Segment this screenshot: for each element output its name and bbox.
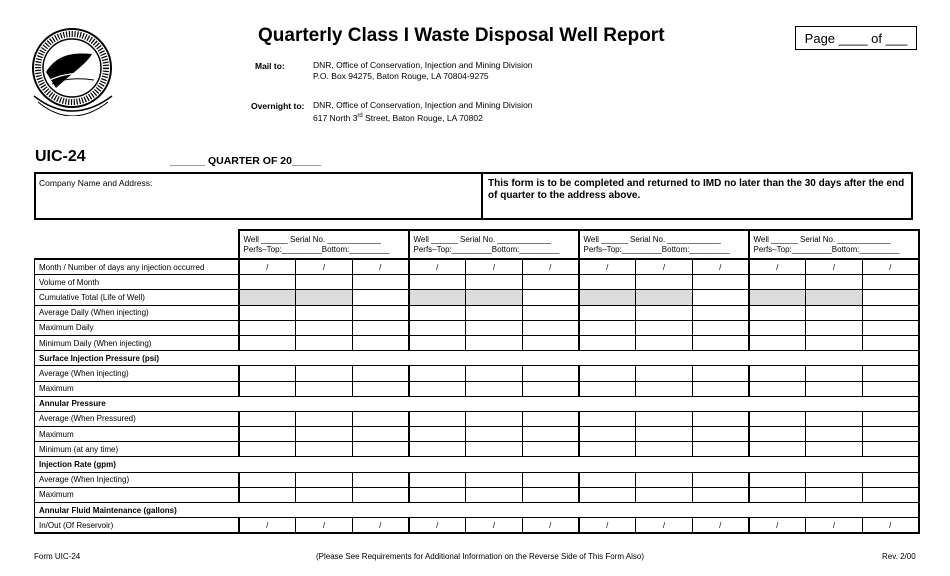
data-cell[interactable]: /	[749, 518, 806, 534]
data-cell[interactable]	[579, 305, 636, 320]
row-label: Average (When Injecting)	[35, 472, 239, 487]
data-cell[interactable]	[579, 335, 636, 350]
data-cell[interactable]	[749, 366, 806, 381]
data-cell[interactable]	[806, 366, 863, 381]
data-cell[interactable]	[353, 290, 409, 305]
data-cell[interactable]	[806, 305, 863, 320]
data-cell[interactable]	[579, 442, 636, 457]
data-cell[interactable]	[466, 442, 523, 457]
data-cell[interactable]: /	[693, 259, 749, 275]
data-cell[interactable]	[523, 275, 579, 290]
data-cell[interactable]	[749, 335, 806, 350]
data-cell[interactable]	[466, 275, 523, 290]
data-cell[interactable]	[636, 427, 693, 442]
data-cell[interactable]	[693, 427, 749, 442]
data-cell[interactable]	[466, 305, 523, 320]
data-cell[interactable]	[579, 290, 636, 305]
data-cell[interactable]	[409, 320, 466, 335]
data-cell[interactable]	[409, 472, 466, 487]
data-cell[interactable]	[353, 472, 409, 487]
table-row	[35, 335, 919, 350]
data-cell[interactable]	[636, 381, 693, 396]
table-row	[35, 411, 919, 426]
data-cell[interactable]	[636, 290, 693, 305]
row-label: In/Out (Of Reservoir)	[35, 518, 239, 534]
table-row	[35, 503, 919, 518]
company-label: Company Name and Address:	[39, 178, 153, 188]
data-cell[interactable]: /	[466, 259, 523, 275]
table-row	[35, 442, 919, 457]
table-row	[35, 275, 919, 290]
data-cell[interactable]	[239, 472, 296, 487]
data-cell[interactable]: /	[693, 518, 749, 534]
data-cell[interactable]	[239, 305, 296, 320]
data-cell[interactable]	[409, 427, 466, 442]
data-cell[interactable]	[523, 427, 579, 442]
data-cell[interactable]: /	[296, 259, 353, 275]
data-cell[interactable]	[693, 381, 749, 396]
data-cell[interactable]	[806, 320, 863, 335]
data-cell[interactable]	[353, 366, 409, 381]
section-heading: Surface Injection Pressure (psi)	[35, 351, 919, 366]
data-cell[interactable]	[863, 442, 919, 457]
data-cell[interactable]	[749, 381, 806, 396]
data-cell[interactable]: /	[523, 259, 579, 275]
data-cell[interactable]	[749, 411, 806, 426]
page-number-field[interactable]: Page ____ of ___	[795, 26, 917, 50]
data-cell[interactable]	[409, 381, 466, 396]
data-cell[interactable]	[693, 472, 749, 487]
data-cell[interactable]	[863, 381, 919, 396]
table-row	[35, 396, 919, 411]
data-cell[interactable]	[806, 335, 863, 350]
data-cell[interactable]	[239, 335, 296, 350]
data-cell[interactable]	[409, 290, 466, 305]
data-cell[interactable]	[636, 335, 693, 350]
data-cell[interactable]	[693, 487, 749, 502]
data-cell[interactable]	[239, 442, 296, 457]
data-cell[interactable]	[523, 381, 579, 396]
data-cell[interactable]	[863, 320, 919, 335]
data-cell[interactable]	[693, 442, 749, 457]
data-cell[interactable]	[466, 487, 523, 502]
form-id: UIC-24	[35, 148, 86, 165]
data-cell[interactable]	[579, 381, 636, 396]
well-serial-label: Well ______ Serial No. ____________	[243, 234, 381, 244]
data-cell[interactable]	[239, 427, 296, 442]
data-cell[interactable]: /	[409, 259, 466, 275]
data-cell[interactable]: /	[296, 518, 353, 534]
data-cell[interactable]	[863, 305, 919, 320]
data-cell[interactable]: /	[353, 259, 409, 275]
data-cell[interactable]	[636, 275, 693, 290]
data-cell[interactable]	[749, 442, 806, 457]
data-cell[interactable]	[296, 472, 353, 487]
row-label: Maximum	[35, 487, 239, 502]
data-cell[interactable]	[239, 366, 296, 381]
data-cell[interactable]: /	[863, 259, 919, 275]
perfs-label: Perfs–Top:_________Bottom:_________	[413, 244, 560, 254]
table-row	[35, 259, 919, 275]
table-corner	[35, 230, 239, 259]
data-cell[interactable]	[636, 411, 693, 426]
row-label: Maximum	[35, 381, 239, 396]
mail-address-line1: DNR, Office of Conservation, Injection and Mining Division	[313, 60, 533, 70]
mail-address-line2: P.O. Box 94275, Baton Rouge, LA 70804-9275	[313, 71, 489, 81]
well-header-2[interactable]	[409, 230, 579, 259]
data-cell[interactable]	[579, 411, 636, 426]
data-cell[interactable]	[806, 442, 863, 457]
data-cell[interactable]	[863, 411, 919, 426]
table-row	[35, 427, 919, 442]
data-cell[interactable]	[353, 411, 409, 426]
data-cell[interactable]	[693, 320, 749, 335]
data-cell[interactable]	[409, 366, 466, 381]
row-label: Minimum (at any time)	[35, 442, 239, 457]
data-cell[interactable]	[353, 381, 409, 396]
data-cell[interactable]	[806, 487, 863, 502]
data-cell[interactable]	[523, 335, 579, 350]
data-cell[interactable]	[523, 366, 579, 381]
data-cell[interactable]	[353, 305, 409, 320]
well-data-table	[34, 229, 920, 534]
data-cell[interactable]	[693, 305, 749, 320]
table-row	[35, 366, 919, 381]
data-cell[interactable]	[466, 290, 523, 305]
data-cell[interactable]	[353, 487, 409, 502]
data-cell[interactable]	[239, 320, 296, 335]
data-cell[interactable]: /	[239, 259, 296, 275]
data-cell[interactable]	[693, 290, 749, 305]
data-cell[interactable]	[239, 487, 296, 502]
data-cell[interactable]: /	[353, 518, 409, 534]
overnight-address-line1: DNR, Office of Conservation, Injection and Mining Division	[313, 100, 533, 110]
data-cell[interactable]	[863, 366, 919, 381]
data-cell[interactable]: /	[239, 518, 296, 534]
data-cell[interactable]	[296, 290, 353, 305]
perfs-label: Perfs–Top:_________Bottom:_________	[243, 244, 390, 254]
data-cell[interactable]	[693, 411, 749, 426]
data-cell[interactable]	[636, 487, 693, 502]
data-cell[interactable]	[579, 487, 636, 502]
well-header-4[interactable]	[749, 230, 919, 259]
footer-note: (Please See Requirements for Additional Information on the Reverse Side of This Form Also)	[316, 552, 645, 561]
row-label: Average (When Pressured)	[35, 411, 239, 426]
table-row	[35, 320, 919, 335]
row-label: Maximum	[35, 427, 239, 442]
data-cell[interactable]	[749, 487, 806, 502]
report-title: Quarterly Class I Waste Disposal Well Report	[258, 25, 665, 46]
data-cell[interactable]	[863, 472, 919, 487]
data-cell[interactable]	[409, 487, 466, 502]
table-row	[35, 487, 919, 502]
data-cell[interactable]	[466, 472, 523, 487]
data-cell[interactable]	[296, 487, 353, 502]
perfs-label: Perfs–Top:_________Bottom:_________	[753, 244, 900, 254]
data-cell[interactable]	[466, 335, 523, 350]
data-cell[interactable]	[523, 442, 579, 457]
row-label: Volume of Month	[35, 275, 239, 290]
data-cell[interactable]	[296, 381, 353, 396]
company-name-address-box[interactable]	[34, 172, 483, 220]
data-cell[interactable]	[693, 335, 749, 350]
data-cell[interactable]	[636, 320, 693, 335]
data-cell[interactable]	[523, 411, 579, 426]
data-cell[interactable]	[863, 275, 919, 290]
data-cell[interactable]	[806, 275, 863, 290]
data-cell[interactable]	[636, 305, 693, 320]
data-cell[interactable]	[579, 427, 636, 442]
data-cell[interactable]	[579, 366, 636, 381]
data-cell[interactable]	[693, 275, 749, 290]
row-label: Cumulative Total (Life of Well)	[35, 290, 239, 305]
well-serial-label: Well ______ Serial No. ____________	[753, 234, 891, 244]
table-row	[35, 381, 919, 396]
data-cell[interactable]	[409, 335, 466, 350]
overnight-to-label: Overnight to:	[251, 101, 305, 111]
data-cell[interactable]	[296, 366, 353, 381]
data-cell[interactable]	[523, 305, 579, 320]
well-serial-label: Well ______ Serial No. ____________	[413, 234, 551, 244]
department-seal	[30, 26, 116, 116]
footer-form-id: Form UIC-24	[34, 552, 81, 561]
data-cell[interactable]	[579, 320, 636, 335]
data-cell[interactable]	[239, 275, 296, 290]
table-row	[35, 518, 919, 534]
data-cell[interactable]: /	[409, 518, 466, 534]
data-cell[interactable]	[523, 320, 579, 335]
data-cell[interactable]	[296, 427, 353, 442]
data-cell[interactable]	[466, 427, 523, 442]
data-cell[interactable]	[353, 335, 409, 350]
table-row	[35, 351, 919, 366]
data-cell[interactable]: /	[863, 518, 919, 534]
data-cell[interactable]	[409, 305, 466, 320]
well-header-1[interactable]	[239, 230, 409, 259]
section-heading: Annular Pressure	[35, 396, 919, 411]
row-label: Minimum Daily (When injecting)	[35, 335, 239, 350]
data-cell[interactable]	[749, 290, 806, 305]
well-header-3[interactable]	[579, 230, 749, 259]
data-cell[interactable]	[579, 472, 636, 487]
data-cell[interactable]	[806, 290, 863, 305]
data-cell[interactable]	[239, 411, 296, 426]
row-label: Average Daily (When injecting)	[35, 305, 239, 320]
perfs-label: Perfs–Top:_________Bottom:_________	[583, 244, 730, 254]
quarter-field[interactable]: ______ QUARTER OF 20_____	[170, 155, 322, 167]
data-cell[interactable]	[466, 366, 523, 381]
data-cell[interactable]	[806, 381, 863, 396]
data-cell[interactable]	[749, 472, 806, 487]
data-cell[interactable]	[636, 366, 693, 381]
data-cell[interactable]	[353, 320, 409, 335]
data-cell[interactable]	[409, 411, 466, 426]
data-cell[interactable]: /	[806, 518, 863, 534]
data-cell[interactable]	[749, 305, 806, 320]
row-label: Maximum Daily	[35, 320, 239, 335]
data-cell[interactable]	[523, 487, 579, 502]
data-cell[interactable]: /	[579, 518, 636, 534]
well-serial-label: Well ______ Serial No. ____________	[583, 234, 721, 244]
data-cell[interactable]	[749, 320, 806, 335]
data-cell[interactable]	[296, 411, 353, 426]
overnight-address-line2: 617 North 3rd Street, Baton Rouge, LA 70802	[313, 112, 483, 123]
data-cell[interactable]: /	[749, 259, 806, 275]
data-cell[interactable]	[579, 275, 636, 290]
data-cell[interactable]	[466, 381, 523, 396]
data-cell[interactable]	[353, 275, 409, 290]
table-row	[35, 472, 919, 487]
data-cell[interactable]	[806, 472, 863, 487]
data-cell[interactable]	[863, 487, 919, 502]
data-cell[interactable]	[239, 381, 296, 396]
table-row	[35, 305, 919, 320]
data-cell[interactable]: /	[636, 518, 693, 534]
row-label: Average (When injecting)	[35, 366, 239, 381]
data-cell[interactable]: /	[579, 259, 636, 275]
data-cell[interactable]	[863, 290, 919, 305]
data-cell[interactable]	[636, 442, 693, 457]
data-cell[interactable]	[806, 411, 863, 426]
data-cell[interactable]	[636, 472, 693, 487]
data-cell[interactable]	[353, 442, 409, 457]
section-heading: Injection Rate (gpm)	[35, 457, 919, 472]
data-cell[interactable]	[523, 290, 579, 305]
data-cell[interactable]	[863, 427, 919, 442]
data-cell[interactable]	[466, 320, 523, 335]
data-cell[interactable]	[749, 427, 806, 442]
data-cell[interactable]	[296, 320, 353, 335]
data-cell[interactable]	[863, 335, 919, 350]
section-heading: Annular Fluid Maintenance (gallons)	[35, 503, 919, 518]
data-cell[interactable]	[353, 427, 409, 442]
data-cell[interactable]	[296, 305, 353, 320]
table-row	[35, 457, 919, 472]
mail-to-label: Mail to:	[255, 61, 285, 71]
data-cell[interactable]: /	[636, 259, 693, 275]
table-row	[35, 290, 919, 305]
data-cell[interactable]: /	[806, 259, 863, 275]
data-cell[interactable]: /	[466, 518, 523, 534]
data-cell[interactable]	[806, 427, 863, 442]
instruction-box: This form is to be completed and returned to IMD no later than the 30 days after the end of quarter to the address above.	[481, 172, 913, 220]
data-cell[interactable]	[239, 290, 296, 305]
data-cell[interactable]	[409, 442, 466, 457]
data-cell[interactable]	[296, 335, 353, 350]
row-label: Month / Number of days any injection occurred	[35, 259, 239, 275]
data-cell[interactable]: /	[523, 518, 579, 534]
footer-revision: Rev. 2/00	[882, 552, 916, 561]
data-cell[interactable]	[409, 275, 466, 290]
data-cell[interactable]	[693, 366, 749, 381]
data-cell[interactable]	[523, 472, 579, 487]
data-cell[interactable]	[296, 275, 353, 290]
data-cell[interactable]	[466, 411, 523, 426]
data-cell[interactable]	[749, 275, 806, 290]
data-cell[interactable]	[296, 442, 353, 457]
